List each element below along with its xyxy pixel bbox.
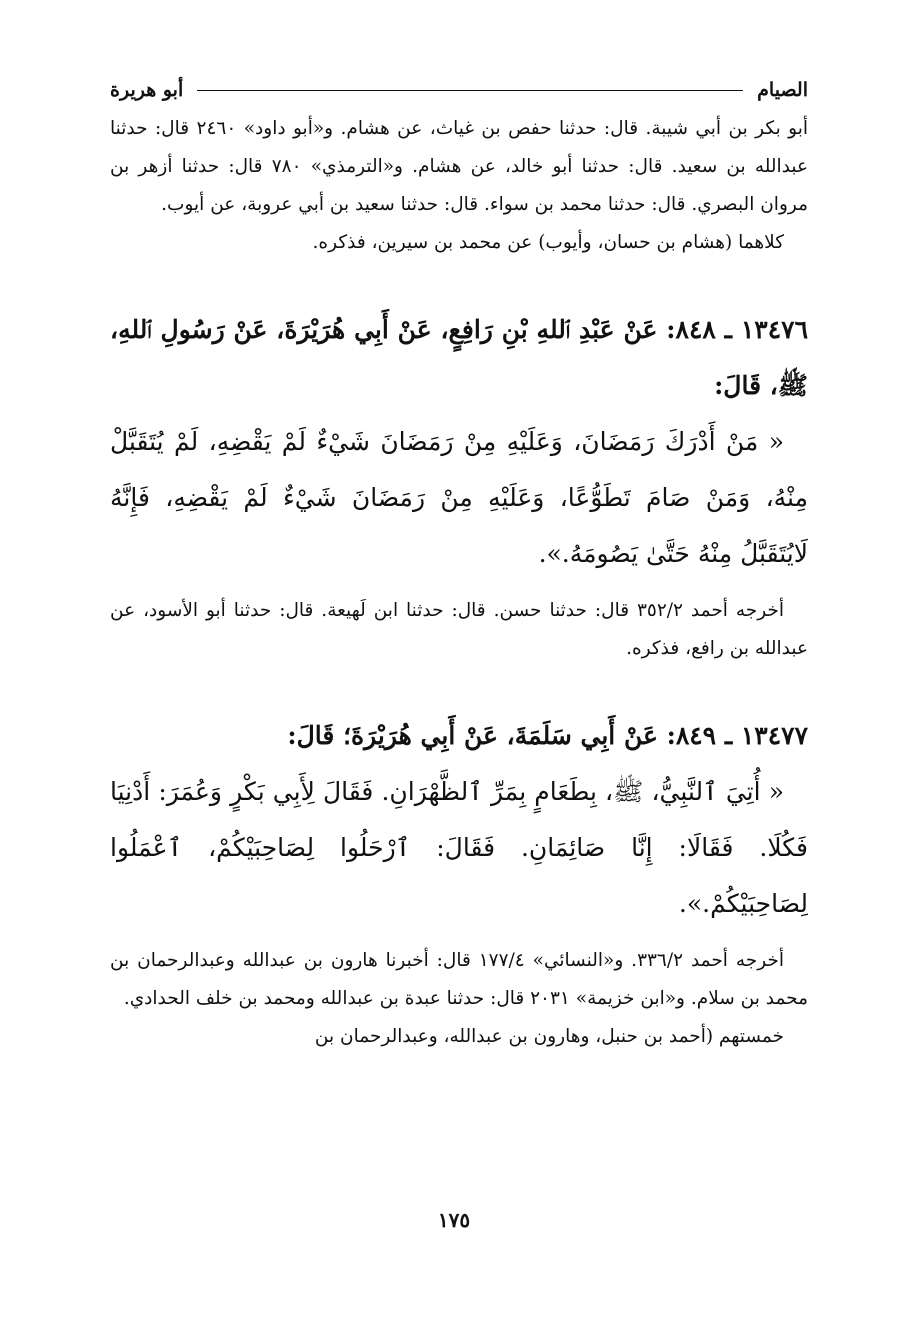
isnad-paragraph: أبو بكر بن أبي شيبة. قال: حدثنا حفص بن غياث، عن هشام. و«أبو داود» ٢٤٦٠ قال: حدثنا عبدالله بن سعيد. قال: حدثنا أبو خالد، عن هشام. و«الترمذي» ٧٨٠ قال: حدثنا أزهر بن مروان البصري. قال: حدثنا محمد بن سواء. قال: حدثنا سعيد بن أبي عروبة، عن أيوب. (110, 118, 808, 215)
isnad-continuation (110, 110, 808, 262)
takhrij-paragraph: أخرجه أحمد ٣٥٢/٢ قال: حدثنا حسن. قال: حدثنا ابن لَهيعة. قال: حدثنا أبو الأسود، عن عبدالله بن رافع، فذكره. (110, 600, 808, 659)
hadith-heading: ١٣٤٧٦ ـ ٨٤٨: عَنْ عَبْدِ ٱللهِ بْنِ رَافِعٍ، عَنْ أَبِي هُرَيْرَةَ، عَنْ رَسُولِ ٱللهِ، ﷺ، قَالَ: (110, 315, 809, 400)
hadith-heading: ١٣٤٧٧ ـ ٨٤٩: عَنْ أَبِي سَلَمَةَ، عَنْ أَبِي هُرَيْرَةَ؛ قَالَ: (287, 721, 808, 750)
hadith-text: « أُتِيَ ٱلنَّبِيُّ، ﷺ، بِطَعَامٍ بِمَرِّ ٱلظَّهْرَانِ. فَقَالَ لِأَبِي بَكْرٍ وَعُمَرَ: أَدْنِيَا فَكُلَا. فَقَالَا: إِنَّا صَائِمَانِ. فَقَالَ: ٱرْحَلُوا لِصَاحِبَيْكُمْ، ٱعْمَلُوا لِصَاحِبَيْكُمْ.». (110, 777, 808, 918)
takhrij-paragraph: أخرجه أحمد ٣٣٦/٢. و«النسائي» ١٧٧/٤ قال: أخبرنا هارون بن عبدالله وعبدالرحمان بن محمد بن سلام. و«ابن خزيمة» ٢٠٣١ قال: حدثنا عبدة بن عبدالله ومحمد بن خلف الحدادي. (110, 950, 808, 1009)
takhrij-13476 (110, 592, 808, 668)
takhrij-summary: خمستهم (أحمد بن حنبل، وهارون بن عبدالله، وعبدالرحمان بن (314, 1026, 784, 1047)
takhrij-13477 (110, 942, 808, 1056)
hadith-13477 (110, 708, 808, 932)
hadith-13476 (110, 302, 808, 582)
isnad-summary: كلاهما (هشام بن حسان، وأيوب) عن محمد بن سيرين، فذكره. (312, 232, 784, 253)
header-rule (197, 90, 743, 91)
page-number: ١٧٥ (437, 1208, 471, 1232)
chapter-title: الصيام (757, 79, 808, 101)
hadith-text: « مَنْ أَدْرَكَ رَمَضَانَ، وَعَلَيْهِ مِنْ رَمَضَانَ شَيْءٌ لَمْ يَقْضِهِ، لَمْ يُتَقَبَّلْ مِنْهُ، وَمَنْ صَامَ تَطَوُّعًا، وَعَلَيْهِ مِنْ رَمَضَانَ شَيْءٌ لَمْ يَقْضِهِ، فَإِنَّهُ لَايُتَقَبَّلُ مِنْهُ حَتَّىٰ يَصُومَهُ.». (110, 427, 808, 568)
running-head (110, 70, 808, 110)
companion-name: أبو هريرة (110, 79, 184, 101)
